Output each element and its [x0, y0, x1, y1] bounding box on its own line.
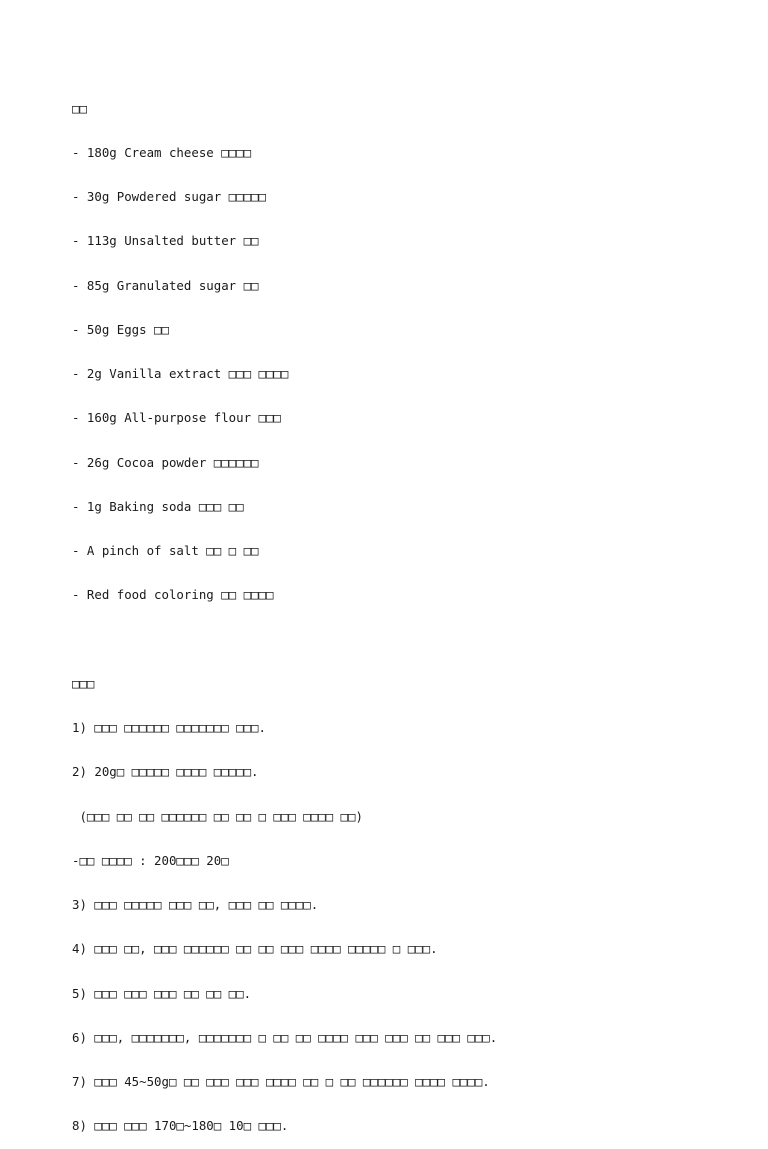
section-spacer	[72, 633, 712, 648]
ingredient-item: - Red food coloring □□ □□□□	[72, 587, 274, 603]
method-step: 4) □□□ □□, □□□ □□□□□□ □□ □□ □□□ □□□□ □□□□□ □ □□□.	[72, 941, 438, 957]
ingredients-heading: □□	[72, 100, 87, 116]
method-step-note: (□□□ □□ □□ □□□□□□ □□ □□ □ □□□ □□□□ □□)	[72, 808, 363, 824]
method-step: 7) □□□ 45~50g□ □□ □□□ □□□ □□□□ □□ □ □□ □□□□□□ □□□□ □□□□.	[72, 1074, 490, 1089]
ingredient-item: - 50g Eggs □□	[72, 321, 169, 337]
method-step: 1) □□□ □□□□□□ □□□□□□□ □□□.	[72, 720, 266, 735]
method-step: 2) 20g□ □□□□□ □□□□ □□□□□.	[72, 764, 259, 780]
method-step: 6) □□□, □□□□□□□, □□□□□□□ □ □□ □□ □□□□ □□□ □□□ □□ □□□ □□□.	[72, 1029, 498, 1045]
ingredient-item: - 180g Cream cheese □□□□	[72, 144, 252, 160]
method-heading: □□□	[72, 675, 95, 691]
method-step: 3) □□□ □□□□□ □□□ □□, □□□ □□ □□□□.	[72, 897, 319, 912]
ingredient-item: - 1g Baking soda □□□ □□	[72, 498, 244, 514]
method-step: 5) □□□ □□□ □□□ □□ □□ □□.	[72, 985, 252, 1001]
ingredient-item: - 160g All-purpose flour □□□	[72, 410, 281, 426]
ingredient-item: - 26g Cocoa powder □□□□□□	[72, 454, 259, 470]
ingredient-item: - 113g Unsalted butter □□	[72, 233, 259, 249]
ingredient-item: - 30g Powdered sugar □□□□□	[72, 189, 266, 204]
ingredient-item: - 2g Vanilla extract □□□ □□□□	[72, 366, 289, 381]
method-step-note: -□□ □□□□ : 200□□□ 20□	[72, 852, 229, 868]
recipe-document	[72, 72, 712, 1149]
ingredient-item: - 85g Granulated sugar □□	[72, 277, 259, 293]
method-step: 8) □□□ □□□ 170□~180□ 10□ □□□.	[72, 1118, 289, 1134]
ingredient-item: - A pinch of salt □□ □ □□	[72, 543, 259, 558]
